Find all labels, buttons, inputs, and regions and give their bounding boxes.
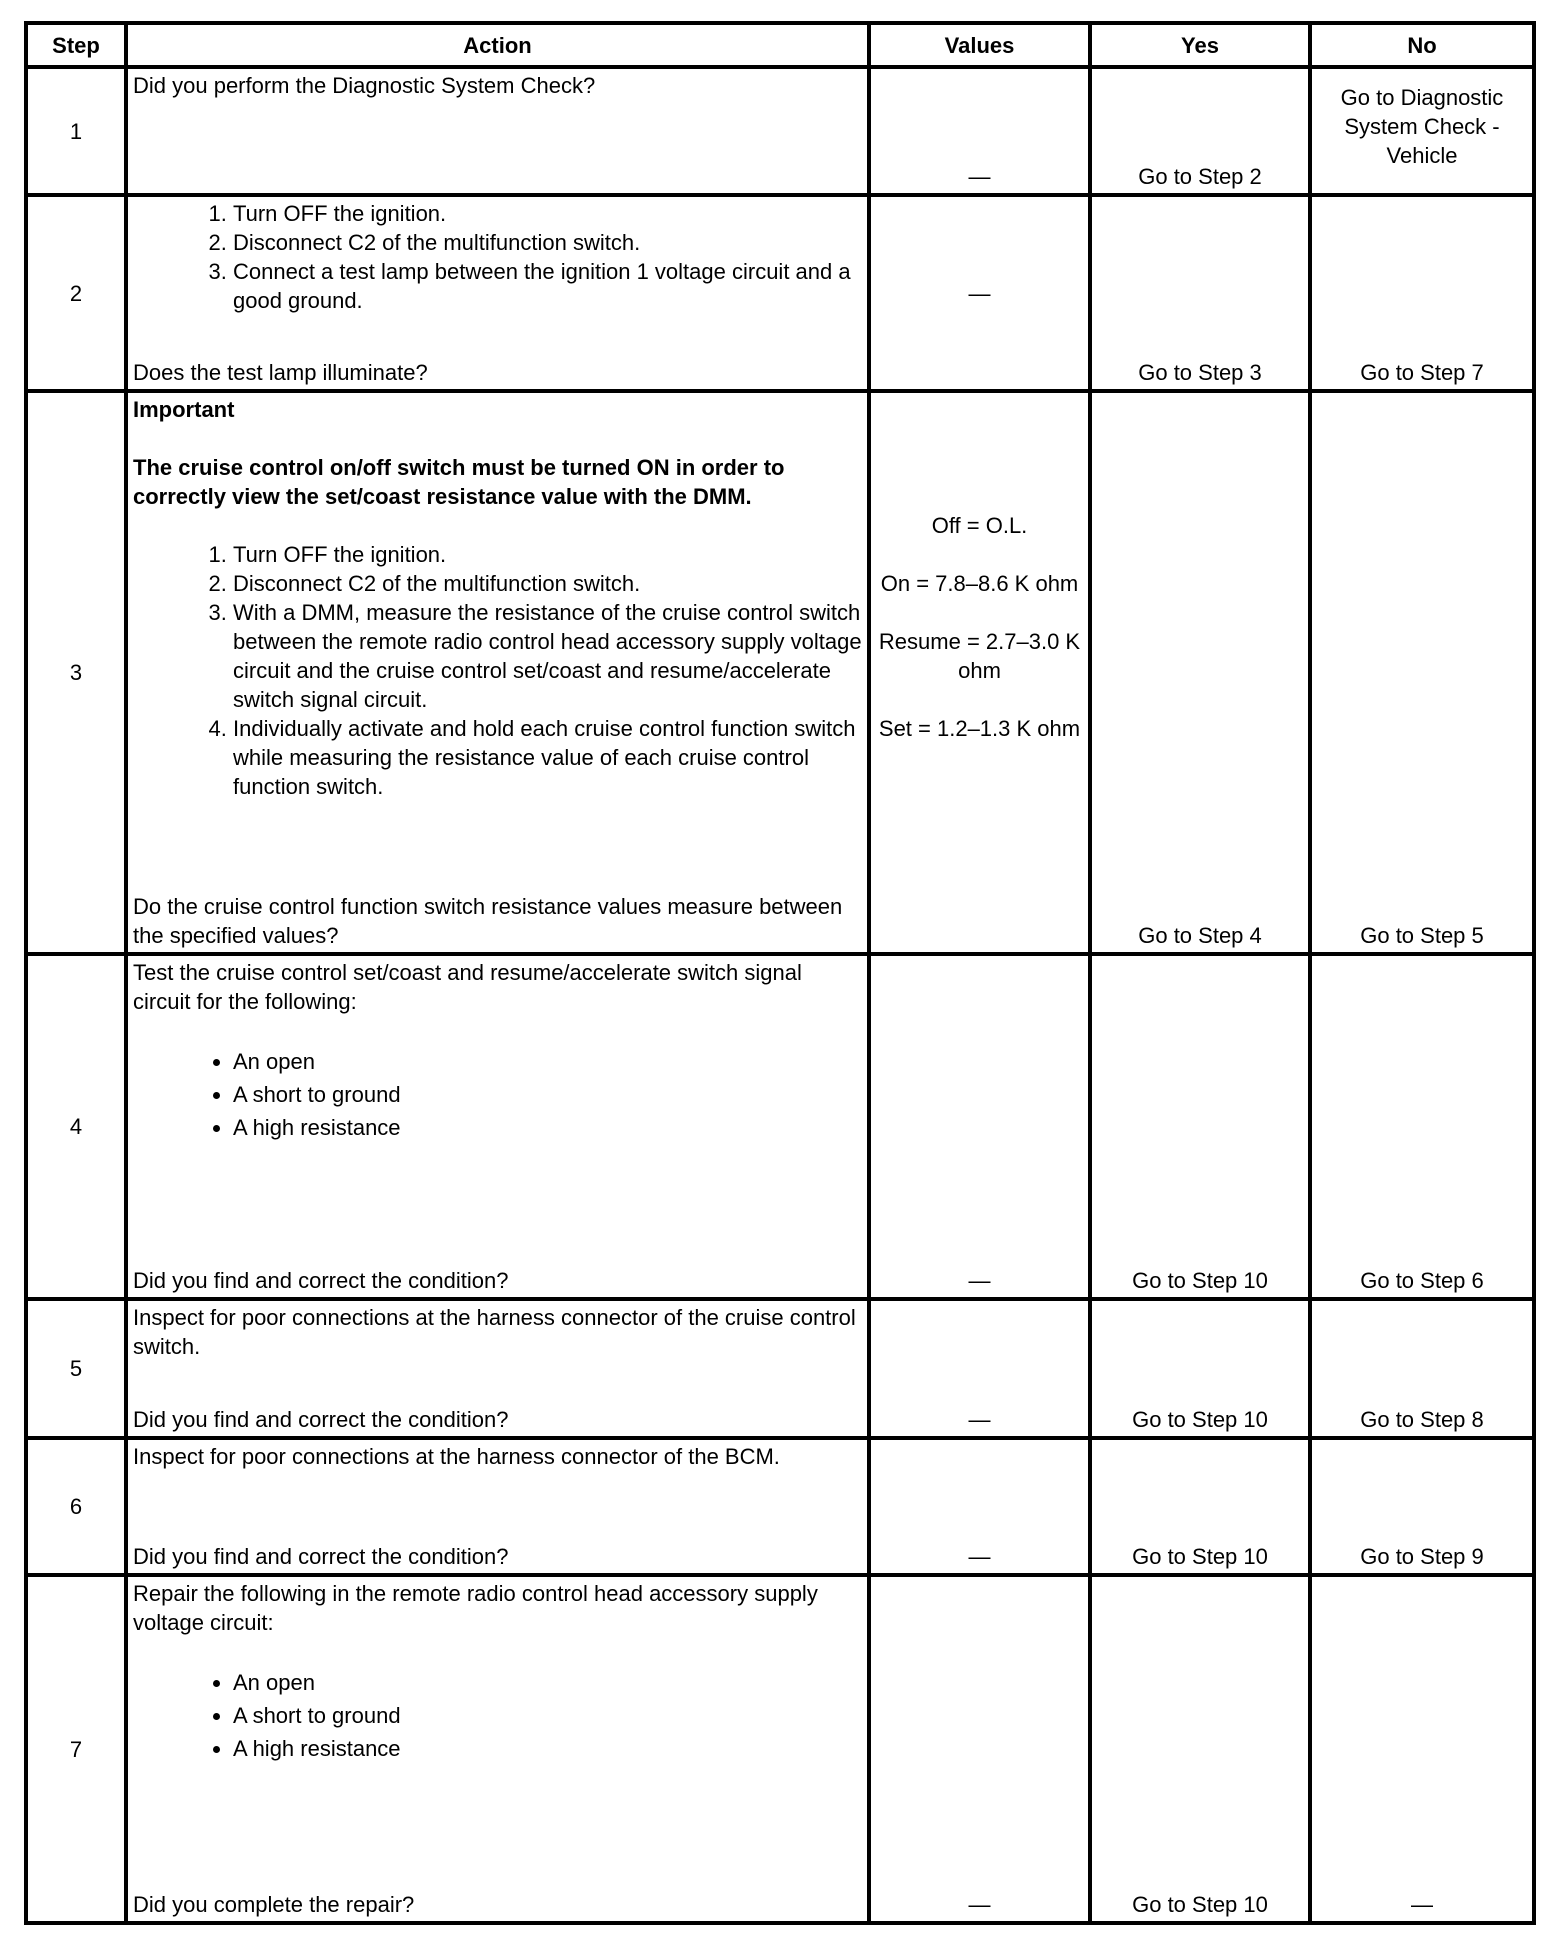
list-item: • A high resistance bbox=[233, 1111, 862, 1144]
header-values: Values bbox=[869, 23, 1090, 67]
question: Did you find and correct the condition? bbox=[133, 1268, 509, 1293]
instruction: Test the cruise control set/coast and resume/accelerate switch signal circuit for the following: bbox=[133, 960, 802, 1014]
diagnostic-table bbox=[24, 21, 1536, 1925]
header-yes: Yes bbox=[1090, 23, 1310, 67]
instruction: Inspect for poor connections at the harness connector of the cruise control switch. bbox=[133, 1305, 856, 1359]
header-no: No bbox=[1310, 23, 1534, 67]
yes-link[interactable]: Go to Step 2 bbox=[1090, 67, 1310, 195]
list-item: 4. Individually activate and hold each cruise control function switch while measuring the resistance value of each cruise control function switch. bbox=[233, 714, 862, 801]
action-cell bbox=[126, 1299, 869, 1438]
list-item: • An open bbox=[233, 1045, 862, 1078]
action-cell bbox=[126, 67, 869, 195]
list-item: 2. Disconnect C2 of the multifunction switch. bbox=[233, 228, 862, 257]
values-cell: — bbox=[869, 954, 1090, 1299]
no-link[interactable]: Go to Step 9 bbox=[1310, 1438, 1534, 1575]
action-cell bbox=[126, 1438, 869, 1575]
list-item: 1. Turn OFF the ignition. bbox=[233, 199, 862, 228]
step-list bbox=[133, 540, 862, 801]
yes-link[interactable]: Go to Step 10 bbox=[1090, 1299, 1310, 1438]
list-item: 1. Turn OFF the ignition. bbox=[233, 540, 862, 569]
table-row bbox=[26, 67, 1534, 195]
table-row bbox=[26, 1438, 1534, 1575]
instruction: Inspect for poor connections at the harness connector of the BCM. bbox=[133, 1444, 780, 1469]
yes-link[interactable]: Go to Step 10 bbox=[1090, 1438, 1310, 1575]
value-on: On = 7.8–8.6 K ohm bbox=[880, 571, 1079, 596]
no-link[interactable]: Go to Step 7 bbox=[1310, 195, 1534, 391]
no-link[interactable]: Go to Step 6 bbox=[1310, 954, 1534, 1299]
yes-link[interactable]: Go to Step 10 bbox=[1090, 1575, 1310, 1923]
list-item: • An open bbox=[233, 1666, 862, 1699]
table-row bbox=[26, 195, 1534, 391]
question: Did you complete the repair? bbox=[133, 1892, 415, 1917]
action-cell bbox=[126, 1575, 869, 1923]
value-set: Set = 1.2–1.3 K ohm bbox=[878, 716, 1081, 741]
header-row bbox=[26, 23, 1534, 67]
question: Did you find and correct the condition? bbox=[133, 1544, 509, 1569]
step-list bbox=[133, 199, 862, 315]
step-number: 2 bbox=[26, 195, 126, 391]
header-step: Step bbox=[26, 23, 126, 67]
no-link[interactable]: Go to Step 8 bbox=[1310, 1299, 1534, 1438]
values-cell: — bbox=[869, 67, 1090, 195]
table-row bbox=[26, 1299, 1534, 1438]
yes-link[interactable]: Go to Step 4 bbox=[1090, 391, 1310, 954]
yes-link[interactable]: Go to Step 10 bbox=[1090, 954, 1310, 1299]
question: Did you find and correct the condition? bbox=[133, 1407, 509, 1432]
values-cell: — bbox=[869, 1575, 1090, 1923]
question: Did you perform the Diagnostic System Check? bbox=[133, 73, 596, 98]
value-off: Off = O.L. bbox=[931, 513, 1028, 538]
no-link[interactable]: Go to Step 5 bbox=[1310, 391, 1534, 954]
table-row bbox=[26, 391, 1534, 954]
list-item: 3. Connect a test lamp between the ignition 1 voltage circuit and a good ground. bbox=[233, 257, 862, 315]
no-cell: — bbox=[1310, 1575, 1534, 1923]
question: Do the cruise control function switch resistance values measure between the specified values? bbox=[133, 894, 843, 948]
bullet-list bbox=[133, 1045, 862, 1144]
header-action: Action bbox=[126, 23, 869, 67]
values-cell: — bbox=[869, 195, 1090, 391]
important-note: The cruise control on/off switch must be turned ON in order to correctly view the set/coast resistance value with the DMM. bbox=[133, 455, 785, 509]
step-number: 3 bbox=[26, 391, 126, 954]
step-number: 7 bbox=[26, 1575, 126, 1923]
question: Does the test lamp illuminate? bbox=[133, 360, 428, 385]
important-label: Important bbox=[133, 397, 235, 422]
action-cell bbox=[126, 195, 869, 391]
step-number: 5 bbox=[26, 1299, 126, 1438]
action-cell bbox=[126, 954, 869, 1299]
list-item: • A short to ground bbox=[233, 1078, 862, 1111]
values-cell: — bbox=[869, 1299, 1090, 1438]
list-item: 3. With a DMM, measure the resistance of the cruise control switch between the remote radio control head accessory supply voltage circuit and the cruise control set/coast and resume/accelerate switch signal circuit. bbox=[233, 598, 862, 714]
list-item: • A high resistance bbox=[233, 1732, 862, 1765]
instruction: Repair the following in the remote radio control head accessory supply voltage circuit: bbox=[133, 1581, 818, 1635]
step-number: 1 bbox=[26, 67, 126, 195]
table-row bbox=[26, 1575, 1534, 1923]
step-number: 6 bbox=[26, 1438, 126, 1575]
step-number: 4 bbox=[26, 954, 126, 1299]
bullet-list bbox=[133, 1666, 862, 1765]
values-cell: — bbox=[869, 1438, 1090, 1575]
list-item: • A short to ground bbox=[233, 1699, 862, 1732]
no-link[interactable]: Go to Diagnostic System Check - Vehicle bbox=[1310, 67, 1534, 195]
yes-link[interactable]: Go to Step 3 bbox=[1090, 195, 1310, 391]
values-cell bbox=[869, 391, 1090, 954]
table-row bbox=[26, 954, 1534, 1299]
list-item: 2. Disconnect C2 of the multifunction switch. bbox=[233, 569, 862, 598]
action-cell bbox=[126, 391, 869, 954]
value-resume: Resume = 2.7–3.0 K ohm bbox=[878, 629, 1081, 683]
